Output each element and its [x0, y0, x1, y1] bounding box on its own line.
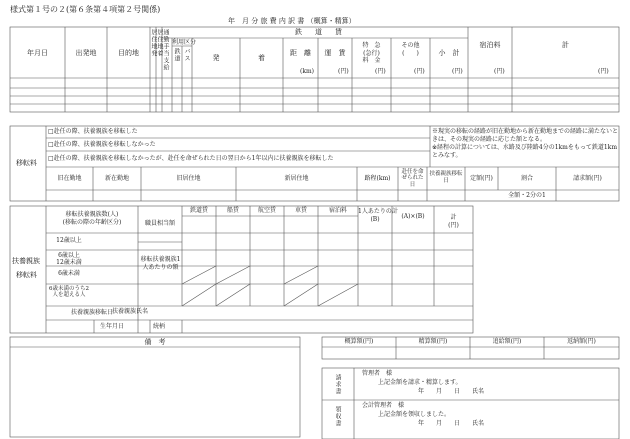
col-express: 特 急 (急行) 料 金 — [362, 42, 381, 64]
claim-label: 請求書 — [334, 374, 341, 395]
form-id: 様式第１号の２(第６条第４項第２号関係) — [10, 5, 161, 14]
sum-estimate: 概算額(円) — [344, 338, 374, 345]
relocation-option-3[interactable]: □赴任の際、扶養親族を移転しなかったが、赴任を命ぜられた日の翌日から1年以内に扶養親族を移転した — [48, 155, 334, 162]
use-bus: バス — [183, 48, 190, 62]
sum-settled: 精算額(円) — [418, 338, 448, 345]
dep-col-air: 航空賃 — [257, 207, 276, 214]
dep-relation: 続柄 — [153, 323, 166, 330]
dep-col-lodging: 宿泊料 — [328, 207, 347, 214]
sum-additional: 追給額(円) — [492, 338, 522, 345]
receipt-label: 領収書 — [334, 406, 341, 427]
dep-per-person: 移転扶養親族1人あたりの額 — [140, 256, 181, 271]
reloc-col-new-home: 新居住地 — [284, 175, 309, 182]
claim-body: 上記金額を請求・精算します。 — [378, 379, 462, 386]
col-date: 年月日 — [27, 49, 48, 57]
claim-to: 管理者 様 — [362, 370, 393, 377]
col-other-unit: (円) — [414, 68, 425, 75]
dep-age-under6: 6歳未満 — [58, 270, 80, 277]
dep-sum: 計 (円) — [448, 214, 459, 229]
dep-name: 扶養親族氏名 — [112, 308, 149, 315]
relocation-note: ※現実の移転の経路が旧在勤地から新在勤地までの経路に満たないときは、その現実の経路に応じた額となる。 ※経程の計算については、水路及び陸路4分の1kmをもって鉄道1kmとみなす。 — [432, 128, 619, 160]
col-distance-unit: (km) — [300, 68, 315, 75]
dep-col-ship: 船賃 — [226, 207, 239, 214]
col-fare: 運 賃 — [324, 49, 346, 57]
use-rail: 鉄道 — [173, 48, 180, 62]
col-total: 計 — [562, 41, 569, 49]
col-total-unit: (円) — [598, 68, 609, 75]
dep-product: (A)×(B) — [401, 213, 425, 220]
sum-refund: 返納額(円) — [567, 338, 596, 345]
reloc-col-distance: 路程(km) — [364, 175, 391, 182]
dep-age-6to12: 6歳以上 12歳未満 — [56, 252, 82, 267]
col-lodging: 宿泊料 — [479, 41, 501, 49]
col-commute: 通勤手当支給 — [162, 29, 169, 71]
claim-date-line: 年 月 日 氏名 — [418, 388, 485, 395]
col-distance: 距 離 — [290, 49, 311, 57]
col-residence-depart: 居住地発 — [150, 29, 157, 57]
col-subtotal: 小 計 — [438, 49, 460, 57]
dependents-label-2: 移転料 — [16, 271, 37, 279]
reloc-col-old-home: 旧居住地 — [176, 175, 201, 182]
col-subtotal-unit: (円) — [452, 68, 463, 75]
col-to: 着 — [258, 54, 265, 62]
col-express-unit: (円) — [375, 68, 386, 75]
railway-header: 鉄 道 賃 — [295, 28, 345, 36]
dep-position: 職員相当額 — [144, 220, 175, 227]
reloc-col-move-date: 扶養親族移転日 — [429, 171, 463, 184]
dep-age-12plus: 12歳以上 — [56, 237, 82, 244]
receipt-body: 上記金額を領収しました。 — [378, 411, 451, 418]
dep-move-date: 扶養親族移転日 — [70, 309, 113, 316]
dep-col-rail: 鉄道賃 — [189, 207, 208, 214]
reloc-ratio-value[interactable]: 全額・2分の1 — [508, 192, 546, 199]
dep-age-over2: 6歳未満のうち2人を超える人 — [49, 286, 89, 299]
dep-per-total: 1人あたりの計 (B) — [358, 208, 398, 223]
reloc-col-ordered-date: 赴任を命ぜられた日 — [401, 169, 424, 188]
dependents-label-1: 扶養親族 — [12, 257, 40, 265]
col-departure: 出発地 — [75, 49, 97, 57]
col-destination: 目的地 — [118, 49, 139, 57]
reloc-col-ratio: 割合 — [520, 175, 533, 182]
dep-count-header: 移転扶養親族数(人) (移転の際の年齢区分) — [62, 211, 122, 226]
dep-col-car: 車賃 — [294, 207, 307, 214]
col-lodging-unit: (円) — [494, 68, 505, 75]
reloc-col-old-office: 旧在勤地 — [57, 175, 82, 182]
dep-birthday: 生年月日 — [100, 323, 125, 330]
relocation-label: 移転料 — [16, 159, 37, 167]
col-from: 発 — [212, 54, 220, 62]
relocation-option-1[interactable]: □赴任の際、扶養親族を移転した — [48, 128, 138, 135]
reloc-col-claim: 請求額(円) — [573, 175, 602, 182]
reloc-col-fixed: 定額(円) — [470, 175, 493, 182]
col-other: その他 ( ) — [401, 42, 420, 57]
receipt-date-line: 年 月 日 氏名 — [418, 420, 485, 427]
col-residence-arrive: 居住地着 — [156, 29, 163, 57]
remarks-label: 備 考 — [144, 338, 166, 346]
col-fare-unit: (円) — [338, 68, 349, 75]
reloc-col-new-office: 新在勤地 — [104, 175, 129, 182]
relocation-option-2[interactable]: □赴任の際、扶養親族を移転しなかった — [48, 141, 156, 148]
receipt-to: 会計管理者 様 — [362, 402, 405, 409]
use-section: 利用区分 — [172, 39, 197, 46]
page-title: 年 月 分 旅 費 内 訳 書 （概算・精算） — [228, 17, 356, 25]
